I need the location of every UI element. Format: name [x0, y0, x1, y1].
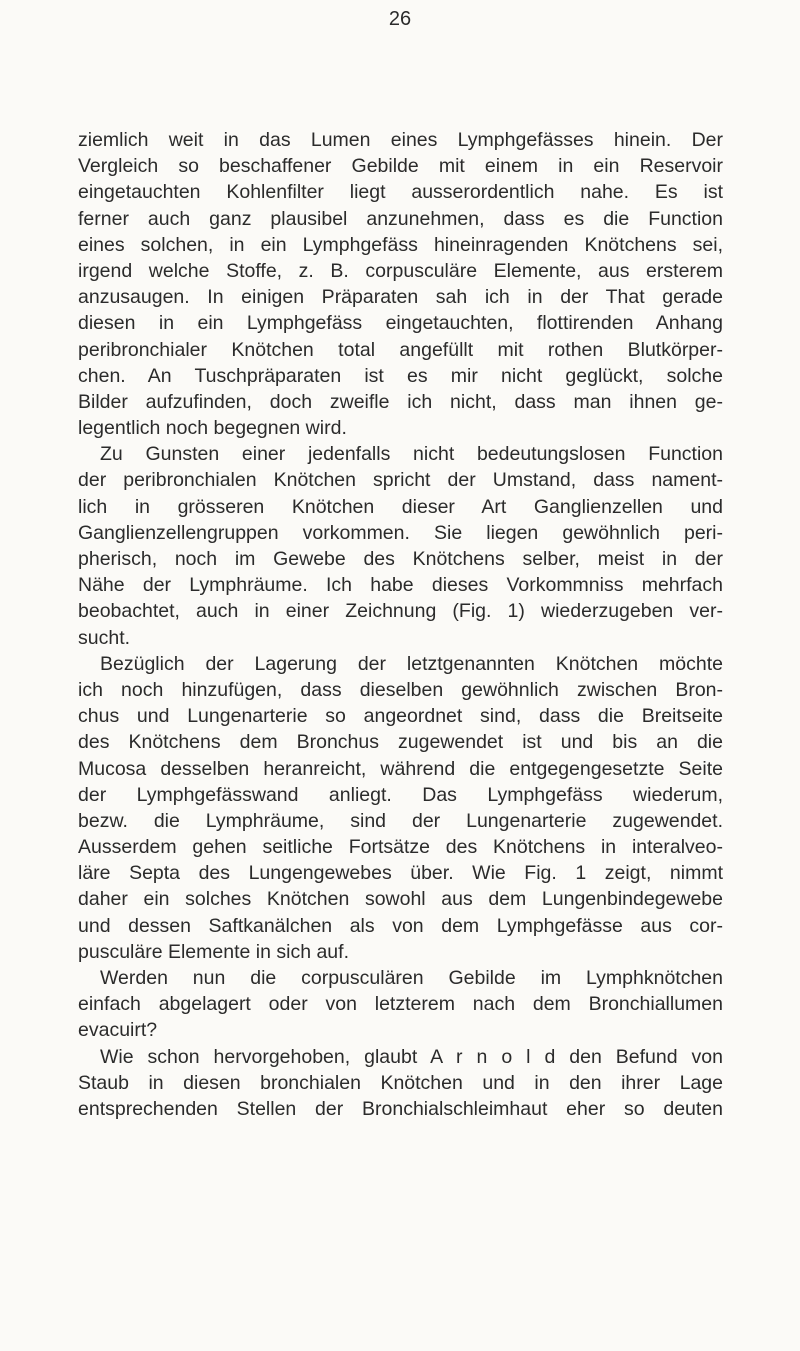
text-line: eines solchen, in ein Lymphgefäss hineinragenden Knötchens sei, [78, 233, 723, 256]
text-line: beobachtet, auch in einer Zeichnung (Fig. 1) wiederzugeben ver- [78, 600, 723, 623]
text-line: chus und Lungenarterie so angeordnet sind, dass die Breitseite [78, 705, 723, 728]
text-line: ferner auch ganz plausibel anzunehmen, dass es die Function [78, 207, 723, 230]
text-line: anzusaugen. In einigen Präparaten sah ich in der That gerade [78, 286, 723, 309]
text-line: entsprechenden Stellen der Bronchialschleimhaut eher so deuten [78, 1097, 723, 1120]
text-line: pherisch, noch im Gewebe des Knötchens selber, meist in der [78, 548, 723, 570]
text-line: peribronchialer Knötchen total angefüllt mit rothen Blutkörper- [78, 338, 723, 361]
text-line: und dessen Saftkanälchen als von dem Lymphgefässe aus cor- [78, 914, 723, 937]
text-line: Staub in diesen bronchialen Knötchen und in den ihrer Lage [78, 1071, 723, 1094]
text-line: Mucosa desselben heranreicht, während die entgegengesetzte Seite [78, 757, 723, 780]
text-line: pusculäre Elemente in sich auf. [78, 940, 349, 963]
text-line: daher ein solches Knötchen sowohl aus dem Lungenbindegewebe [78, 888, 723, 911]
text-line: Bezüglich der Lagerung der letztgenannten Knötchen möchte [100, 652, 723, 675]
text-line: Ganglienzellengruppen vorkommen. Sie liegen gewöhnlich peri- [78, 521, 723, 544]
text-line: irgend welche Stoffe, z. B. corpusculäre Elemente, aus ersterem [78, 259, 723, 282]
text-line: ich noch hinzufügen, dass dieselben gewöhnlich zwischen Bron- [78, 678, 723, 701]
text-line: sucht. [78, 626, 131, 649]
page-number: 26 [388, 8, 412, 30]
text-line: bezw. die Lymphräume, sind der Lungenarterie zugewendet. [78, 809, 723, 832]
text-line: Wie schon hervorgehoben, glaubt A r n o l d den Befund von [100, 1045, 723, 1068]
text-line: Bilder aufzufinden, doch zweifle ich nicht, dass man ihnen ge- [78, 390, 723, 413]
text-line: diesen in ein Lymphgefäss eingetauchten, flottirenden Anhang [78, 312, 723, 335]
text-line: Zu Gunsten einer jedenfalls nicht bedeutungslosen Function [100, 443, 723, 466]
text-line: der peribronchialen Knötchen spricht der Umstand, dass nament- [78, 469, 723, 492]
text-line: Ausserdem gehen seitliche Fortsätze des Knötchens in interalveo- [78, 836, 723, 859]
text-line: evacuirt? [78, 1019, 158, 1042]
text-line: chen. An Tuschpräparaten ist es mir nicht geglückt, solche [78, 364, 723, 387]
text-line: eingetauchten Kohlenfilter liegt ausserordentlich nahe. Es ist [78, 181, 723, 204]
text-line: des Knötchens dem Bronchus zugewendet ist und bis an die [78, 731, 723, 754]
text-line: einfach abgelagert oder von letzterem nach dem Bronchiallumen [78, 993, 723, 1016]
text-line: ziemlich weit in das Lumen eines Lymphgefässes hinein. Der [78, 129, 723, 151]
text-line: Werden nun die corpusculären Gebilde im Lymphknötchen [100, 967, 723, 989]
text-line: der Lymphgefässwand anliegt. Das Lymphgefäss wiederum, [78, 783, 723, 806]
text-line: legentlich noch begegnen wird. [78, 417, 347, 440]
text-line: lich in grösseren Knötchen dieser Art Ganglienzellen und [78, 495, 723, 518]
text-line: Vergleich so beschaffener Gebilde mit einem in ein Reservoir [78, 155, 723, 178]
text-line: läre Septa des Lungengewebes über. Wie Fig. 1 zeigt, nimmt [78, 862, 723, 885]
text-line: Nähe der Lymphräume. Ich habe dieses Vorkommniss mehrfach [78, 574, 723, 597]
body-text [78, 127, 723, 1122]
